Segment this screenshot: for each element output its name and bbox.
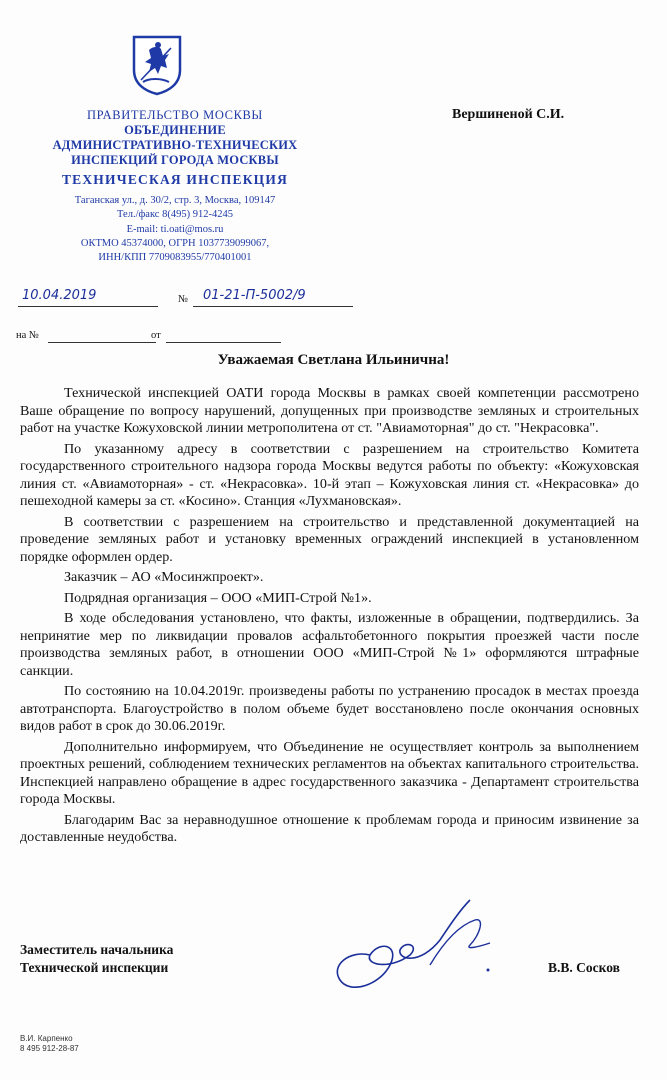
reference-number-underline <box>48 342 156 343</box>
contact-block <box>40 194 310 265</box>
moscow-coat-of-arms-icon <box>131 34 183 96</box>
reference-date-underline <box>166 342 281 343</box>
inspection-name: ТЕХНИЧЕСКАЯ ИНСПЕКЦИЯ <box>61 172 289 187</box>
paragraph: В соответствии с разрешением на строительство и представленной документацией на проведение земляных работ и установку временных ограждений инспекцией в установленном порядке оформлен ордер. <box>20 513 639 565</box>
reference-date-label: от <box>151 330 161 341</box>
greeting: Уважаемая Светлана Ильинична! <box>217 352 450 368</box>
org-address: Таганская ул., д. 30/2, стр. 3, Москва, 109147 <box>74 195 276 207</box>
number-underline <box>193 306 353 307</box>
org-ids: ОКТМО 45374000, ОГРН 1037739099067, <box>80 237 270 249</box>
registration-number: 01-21-П-5002/9 <box>203 288 306 303</box>
paragraph: Благодарим Вас за неравнодушное отношение к проблемам города и приносим извинение за доставленные неудобства. <box>20 811 639 845</box>
signatory-name: В.В. Сосков <box>548 960 620 975</box>
registration-date: 10.04.2019 <box>22 288 97 303</box>
date-underline <box>18 306 158 307</box>
paragraph: Подрядная организация – ООО «МИП-Строй №1». <box>64 589 372 606</box>
org-name-line1: ОБЪЕДИНЕНИЕ <box>124 123 226 137</box>
reference-number-label: на № <box>16 330 39 341</box>
paragraph: Дополнительно информируем, что Объединение не осуществляет контроль за выполнением проектных решений, соблюдением технических регламентов на объектах капитального строительства. Инспекцией направлено обращение в адрес государственного заказчика - Департамент строительства города Москвы. <box>20 738 639 807</box>
org-phone: Тел./факс 8(495) 912-4245 <box>117 209 233 221</box>
org-name-line3: ИНСПЕКЦИЙ ГОРОДА МОСКВЫ <box>71 153 279 167</box>
org-inn: ИНН/КПП 7709083955/770401001 <box>98 251 252 263</box>
paragraph: По указанному адресу в соответствии с разрешением на строительство Комитета государственного строительного надзора города Москвы ведутся работы по объекту: «Кожуховская линия ст. «Авиамоторная» - ст. «Некрасовка». 10-й этап – Кожуховская линия ст. «Некрасовка» до пешеходной камеры за ст. «Косино». Станция «Лухмановская». <box>20 440 639 509</box>
org-name-line2: АДМИНИСТРАТИВНО-ТЕХНИЧЕСКИХ <box>52 138 298 152</box>
signatory-title <box>20 941 173 977</box>
executor-name: В.И. Карпенко <box>20 1034 73 1043</box>
paragraph: Технической инспекцией ОАТИ города Москвы в рамках своей компетенции рассмотрено Ваше обращение по вопросу нарушений, допущенных при производстве земляных и строительных работ на участке Кожуховской линии метрополитена от ст. "Авиамоторная" до ст. "Некрасовка". <box>20 385 639 436</box>
executor-block <box>20 1034 79 1054</box>
number-label: № <box>178 294 189 305</box>
addressee: Вершиненой С.И. <box>452 107 565 122</box>
executor-phone: 8 495 912-28-87 <box>20 1044 79 1053</box>
signatory-title-line2: Технической инспекции <box>20 960 169 975</box>
org-email: E-mail: ti.oati@mos.ru <box>126 223 224 235</box>
handwritten-signature <box>310 895 510 1005</box>
paragraph: В ходе обследования установлено, что факты, изложенные в обращении, подтвердились. За непринятие мер по ликвидации провалов асфальтобетонного покрытия проезжей части после производства земляных работ, в отношении ООО «МИП-Строй №1» оформляются штрафные санкции. <box>20 610 639 679</box>
government-name: ПРАВИТЕЛЬСТВО МОСКВЫ <box>87 108 263 122</box>
reference-line <box>16 330 316 346</box>
paragraph: Заказчик – АО «Мосинжпроект». <box>64 569 264 585</box>
letter-body <box>20 385 639 850</box>
registration-line <box>18 288 358 312</box>
paragraph: По состоянию на 10.04.2019г. произведены работы по устранению просадок в местах проезда автотранспорта. Благоустройство в полом объеме будет восстановлено после окончания основных видов работ в срок до 30.06.2019г. <box>20 683 639 734</box>
signatory-title-line1: Заместитель начальника <box>20 942 174 957</box>
letterhead <box>40 108 310 265</box>
